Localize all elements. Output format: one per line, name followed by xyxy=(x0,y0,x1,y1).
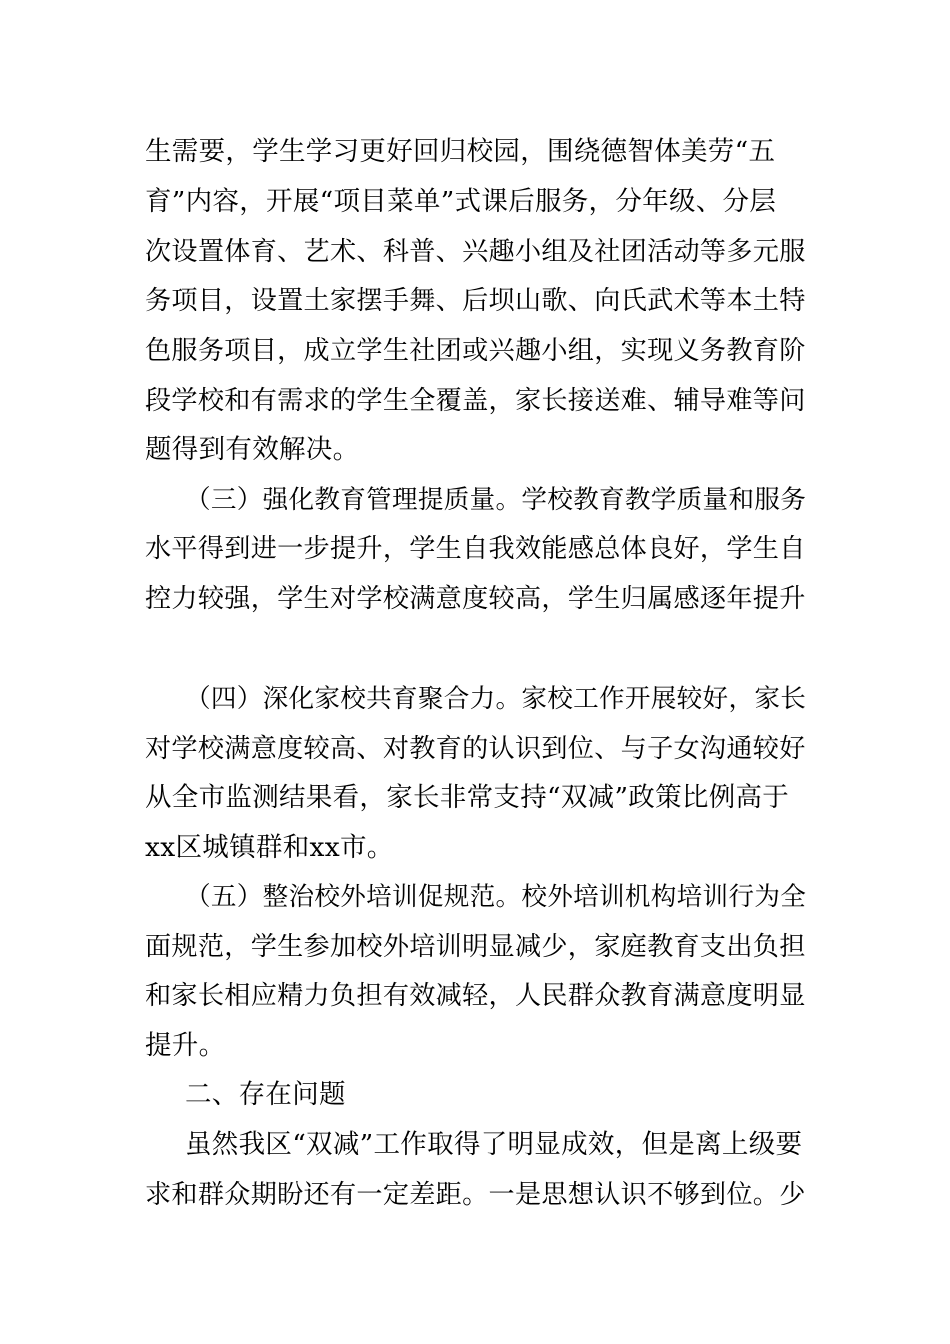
text-line: 务项目，设置土家摆手舞、后坝山歌、向氏武术等本土特 xyxy=(145,286,806,316)
text-line: 对学校满意度较高、对教育的认识到位、与子女沟通较好 xyxy=(145,734,806,764)
text-line: 题得到有效解决。 xyxy=(145,434,360,465)
text-line: 育”内容，开展“项目菜单”式课后服务，分年级、分层 xyxy=(145,186,777,217)
text-line: 次设置体育、艺术、科普、兴趣小组及社团活动等多元服 xyxy=(145,237,806,267)
text-line: 虽然我区“双减”工作取得了明显成效，但是离上级要 xyxy=(185,1129,803,1160)
text-line: 生需要，学生学习更好回归校园，围绕德智体美劳“五 xyxy=(145,136,776,167)
text-line: 色服务项目，成立学生社团或兴趣小组，实现义务教育阶 xyxy=(145,336,806,366)
heading-4: （四）深化家校共育聚合力。家校工作开展较好，家长 xyxy=(185,684,807,714)
text-line: 段学校和有需求的学生全覆盖，家长接送难、辅导难等问 xyxy=(145,386,806,416)
heading-3: （三）强化教育管理提质量。学校教育教学质量和服务 xyxy=(185,485,807,515)
text-line: 提升。 xyxy=(145,1030,226,1061)
text-line: 求和群众期盼还有一定差距。一是思想认识不够到位。少 xyxy=(145,1180,806,1210)
text-line: 水平得到进一步提升，学生自我效能感总体良好，学生自 xyxy=(145,534,806,564)
text-line: 控力较强，学生对学校满意度较高，学生归属感逐年提升 xyxy=(145,584,806,614)
text-line: xx区城镇群和xx市。 xyxy=(145,832,394,863)
text-line: 从全市监测结果看，家长非常支持“双减”政策比例高于 xyxy=(145,782,790,813)
section-heading: 二、存在问题 xyxy=(185,1079,346,1110)
text-line: 和家长相应精力负担有效减轻，人民群众教育满意度明显 xyxy=(145,981,806,1011)
text-line: 面规范，学生参加校外培训明显减少，家庭教育支出负担 xyxy=(145,932,806,962)
heading-5: （五）整治校外培训促规范。校外培训机构培训行为全 xyxy=(185,882,807,912)
